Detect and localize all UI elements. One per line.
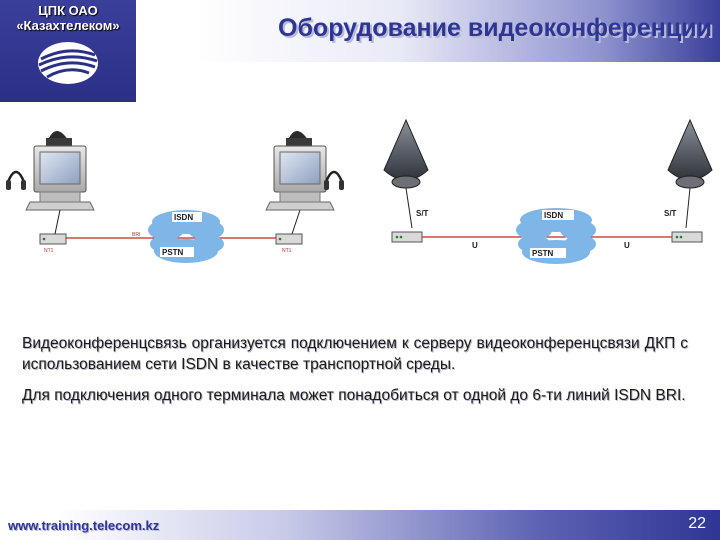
paragraph-2: Для подключения одного терминала может понадобиться от одной до 6-ти линий ISDN BRI. <box>22 387 686 404</box>
u-label-left: U <box>472 241 478 250</box>
nt1-label-b: NT1 <box>282 248 292 254</box>
cloud-right-pstn: PSTN <box>532 249 554 258</box>
paragraph-1: Видеоконференцсвязь организуется подключением к серверу видеоконференцсвязи ДКП с использованием сети ISDN в качестве транспортной среды. <box>22 335 688 373</box>
footer-band <box>0 510 720 540</box>
nt1-box-icon <box>672 232 702 242</box>
network-diagram <box>0 110 720 310</box>
bri-label-a: BRI <box>132 232 141 238</box>
cloud-left-pstn: PSTN <box>162 248 184 257</box>
st-label-right: S/T <box>664 209 677 218</box>
kazakhtelecom-logo-icon <box>33 39 103 87</box>
video-terminal-left <box>26 131 94 210</box>
video-terminal-middle <box>266 131 334 210</box>
nt1-box-icon <box>276 234 302 244</box>
u-label-right: U <box>624 241 630 250</box>
cloud-left-isdn: ISDN <box>174 213 194 222</box>
nt1-box-icon <box>40 234 66 244</box>
st-label-left: S/T <box>416 209 429 218</box>
conference-phone-icon <box>384 120 428 188</box>
headset-icon <box>324 172 344 190</box>
nt1-box-icon <box>392 232 422 242</box>
org-name-line2: «Казахтелеком» <box>16 18 120 33</box>
cloud-right-isdn: ISDN <box>544 211 564 220</box>
page-title: Оборудование видеоконференции <box>278 14 712 42</box>
nt1-label-a: NT1 <box>44 248 54 254</box>
page-number: 22 <box>688 515 706 532</box>
headset-icon <box>6 172 26 190</box>
org-name-line1: ЦПК ОАО <box>38 3 98 18</box>
logo-block <box>0 0 136 102</box>
body-text <box>22 333 688 416</box>
conference-phone-icon <box>668 120 712 188</box>
footer-url-link[interactable]: www.training.telecom.kz <box>8 518 160 533</box>
